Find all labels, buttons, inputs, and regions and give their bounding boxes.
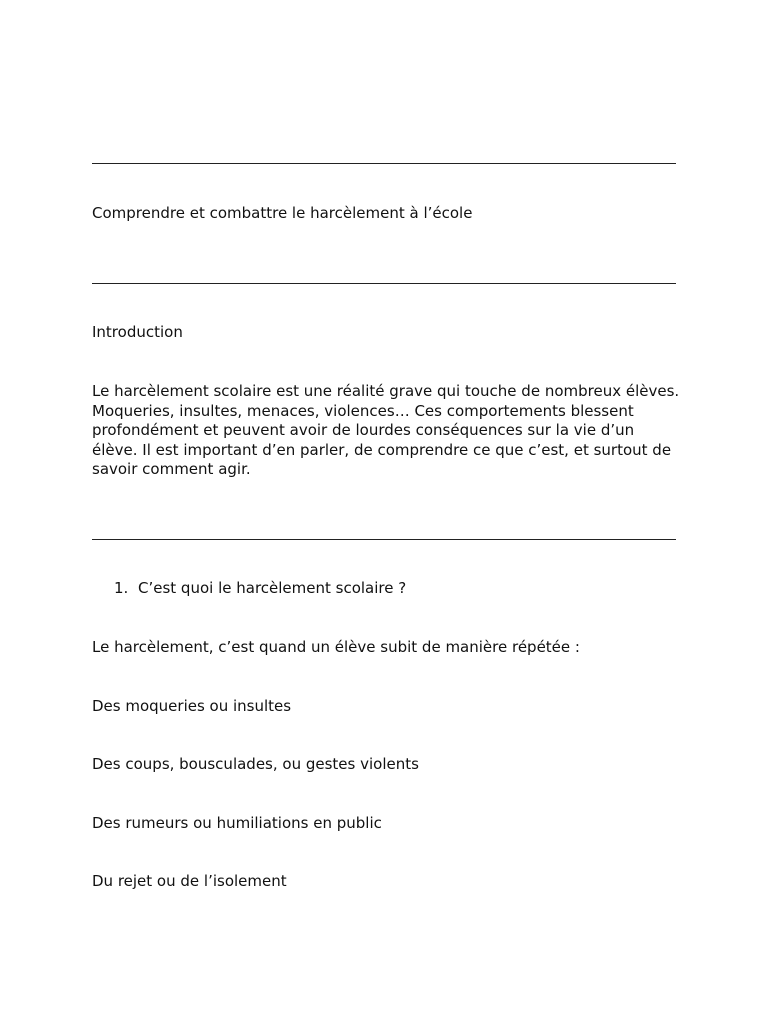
section-1-heading	[114, 579, 406, 599]
list-item: Du rejet ou de l’isolement	[92, 872, 287, 890]
list-item: Des moqueries ou insultes	[92, 697, 292, 715]
list-item: Des coups, bousculades, ou gestes violents	[92, 755, 419, 773]
intro-heading: Introduction	[92, 323, 183, 341]
list-item: Des rumeurs ou humiliations en public	[92, 814, 382, 832]
horizontal-rule	[92, 283, 676, 284]
intro-paragraph: Le harcèlement scolaire est une réalité grave qui touche de nombreux élèves. Moqueries, insultes, menaces, violences… Ces comportements blessent profondément et peuvent avoir de lourdes conséquences sur la vie d’un élève. Il est important d’en parler, de comprendre ce que c’est, et surtout de savoir comment agir.	[92, 382, 680, 478]
horizontal-rule	[92, 539, 676, 540]
section-1-lead: Le harcèlement, c’est quand un élève subit de manière répétée :	[92, 638, 580, 656]
section-1-number: 1.	[114, 579, 129, 597]
horizontal-rule	[92, 163, 676, 164]
section-1-title: C’est quoi le harcèlement scolaire ?	[138, 579, 407, 597]
document-title: Comprendre et combattre le harcèlement à l’école	[92, 204, 473, 222]
